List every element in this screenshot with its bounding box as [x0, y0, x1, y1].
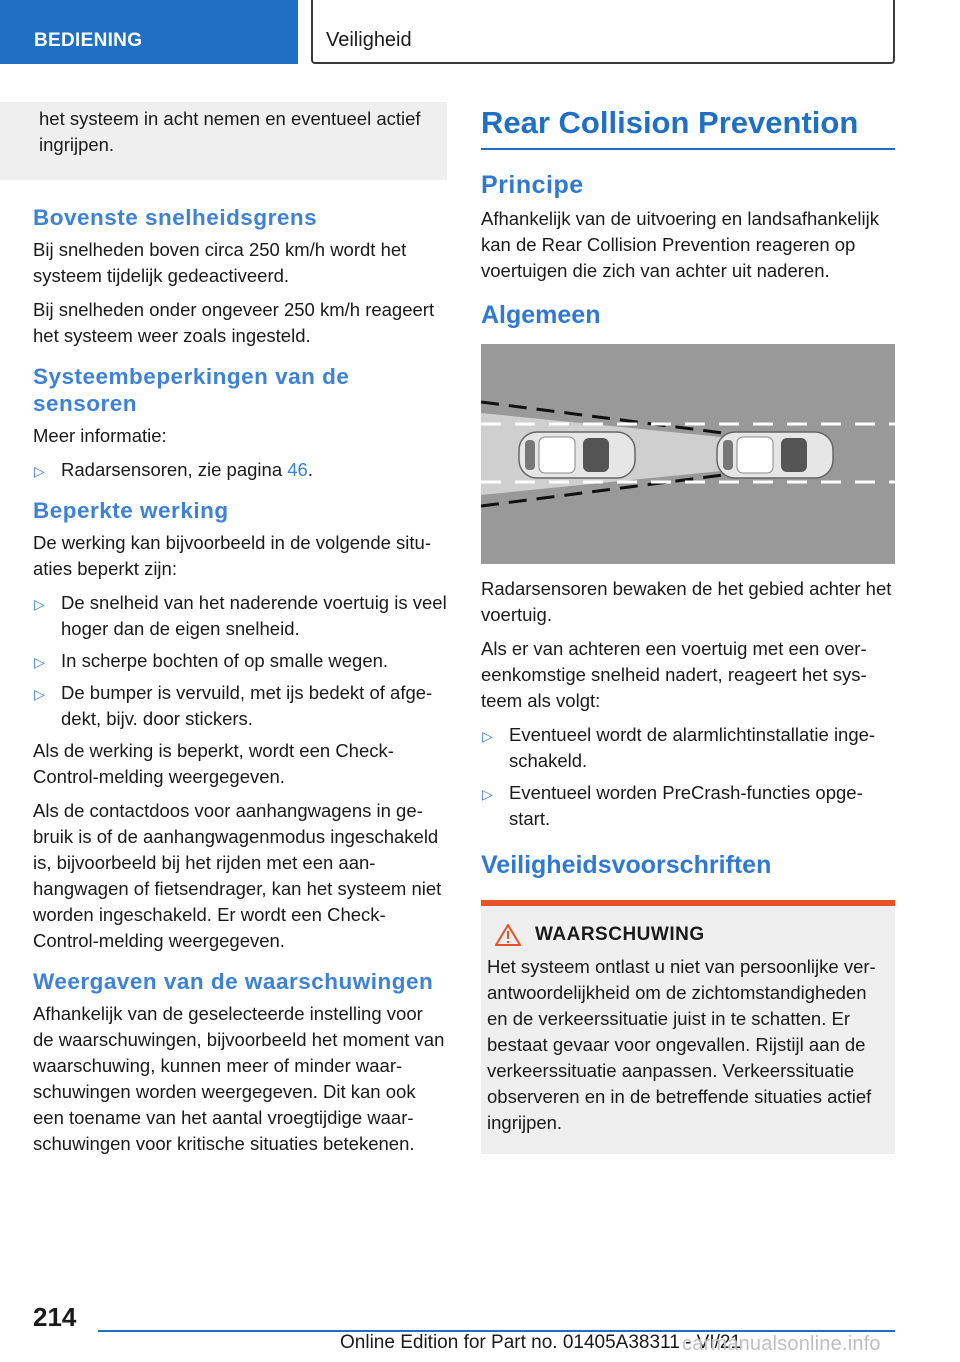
- chapter-tab: [0, 0, 298, 64]
- radar-diagram: [481, 344, 895, 564]
- left-column: [33, 102, 447, 1165]
- triangle-bullet-icon: ▷: [34, 654, 45, 670]
- list-item: [33, 590, 447, 642]
- sensor-limits-list: [33, 457, 447, 483]
- page-link[interactable]: 46: [287, 459, 308, 480]
- list-item: [33, 648, 447, 674]
- section-label: Veiligheid: [326, 29, 412, 51]
- limited-paragraph: Als de werking is beperkt, wordt een Check-Control-melding weergegeven.: [33, 740, 394, 787]
- intro-note: [0, 102, 447, 180]
- list-item-text: De bumper is vervuild, met ijs bedekt of afgedekt, bijv. door stickers.: [61, 682, 433, 729]
- principle-heading: Principe: [481, 171, 584, 199]
- section-tab: [311, 0, 895, 64]
- list-item: [33, 457, 447, 483]
- right-column: [481, 102, 895, 1154]
- list-item-text: Eventueel wordt de alarmlichtinstallatie ingeschakeld.: [509, 724, 876, 771]
- warning-label: WAARSCHUWING: [535, 924, 705, 945]
- warnings-display-paragraph: Afhankelijk van de geselecteerde instelling voor de waarschuwingen, bijvoorbeeld het moment van waarschuwing, kunnen meer of minder waarschuwingen worden weergegeven. Dit kan ook een toename van het aantal vroegtijdige waarschuwingen voor kritische situaties betekenen.: [33, 1003, 445, 1154]
- top-speed-heading: Bovenste snelheidsgrens: [33, 205, 318, 230]
- list-item: [481, 722, 895, 774]
- list-item-text: In scherpe bochten of op smalle wegen.: [61, 650, 389, 671]
- rcp-title: Rear Collision Prevention: [481, 102, 895, 150]
- triangle-bullet-icon: ▷: [482, 786, 493, 802]
- warning-text: Het systeem ontlast u niet van persoonlijke verantwoordelijkheid om de zichtomstandigheden en de verkeerssituatie juist in te schatten. Er bestaat gevaar voor ongevallen. Rijstijl aan de verkeerssituatie aanpassen. Verkeerssituatie observeren en in de betreffende situaties actief ingrijpen.: [487, 956, 876, 1133]
- approaching-car-icon: [717, 432, 833, 478]
- warning-box: [481, 900, 895, 1154]
- list-item-text: Eventueel worden PreCrash-functies opgestart.: [509, 782, 863, 829]
- triangle-bullet-icon: ▷: [482, 728, 493, 744]
- own-car-icon: [519, 432, 635, 478]
- sensor-limits-paragraph: Meer informatie:: [33, 425, 167, 446]
- chapter-label: BEDIENING: [34, 30, 143, 51]
- top-speed-paragraph: Bij snelheden boven circa 250 km/h wordt het systeem tijdelijk gedeactiveerd.: [33, 239, 407, 286]
- list-item: [481, 780, 895, 832]
- general-heading: Algemeen: [481, 301, 601, 329]
- top-speed-paragraph: Bij snelheden onder ongeveer 250 km/h reageert het systeem weer zoals ingesteld.: [33, 299, 435, 346]
- limited-paragraph: Als de contactdoos voor aanhangwagens in gebruik is of de aanhangwagenmodus ingeschakeld is, bijvoorbeeld bij het rijden met een aanhangwagen of fietsendrager, kan het systeem niet worden ingeschakeld. Er wordt een Check-Control-melding weergegeven.: [33, 800, 442, 951]
- safety-heading: Veiligheidsvoorschriften: [481, 851, 772, 879]
- list-item-end: .: [307, 459, 313, 480]
- triangle-bullet-icon: ▷: [34, 463, 45, 479]
- principle-paragraph: Afhankelijk van de uitvoering en landsafhankelijk kan de Rear Collision Prevention reageren op voertuigen die zich van achter uit naderen.: [481, 208, 880, 281]
- list-item-text: Radarsensoren, zie pagina: [61, 459, 288, 480]
- sensor-limits-heading: Systeembeperkingen van de sensoren: [33, 364, 350, 416]
- general-paragraph: Als er van achteren een voertuig met een overeenkomstige snelheid nadert, reageert het systeem als volgt:: [481, 638, 867, 711]
- list-item-text: De snelheid van het naderende voertuig is veel hoger dan de eigen snelheid.: [61, 592, 447, 639]
- limited-heading: Beperkte werking: [33, 498, 229, 523]
- limited-paragraph: De werking kan bijvoorbeeld in de volgende situaties beperkt zijn:: [33, 532, 431, 579]
- intro-note-text: het systeem in acht nemen en eventueel actief ingrijpen.: [39, 108, 421, 155]
- warnings-display-heading: Weergaven van de waarschuwingen: [33, 969, 434, 994]
- watermark: carmanualsonline.info: [682, 1333, 881, 1355]
- warning-title: [495, 924, 887, 946]
- triangle-bullet-icon: ▷: [34, 686, 45, 702]
- radar-illustration: [481, 344, 895, 564]
- triangle-bullet-icon: ▷: [34, 596, 45, 612]
- list-item: [33, 680, 447, 732]
- general-paragraph: Radarsensoren bewaken de het gebied achter het voertuig.: [481, 578, 892, 625]
- edition-text: Online Edition for Part no. 01405A38311 - VI/21: [340, 1332, 742, 1353]
- warning-triangle-icon: [495, 924, 521, 946]
- page-number: 214: [33, 1302, 77, 1332]
- limited-list: [33, 590, 447, 732]
- general-list: [481, 722, 895, 832]
